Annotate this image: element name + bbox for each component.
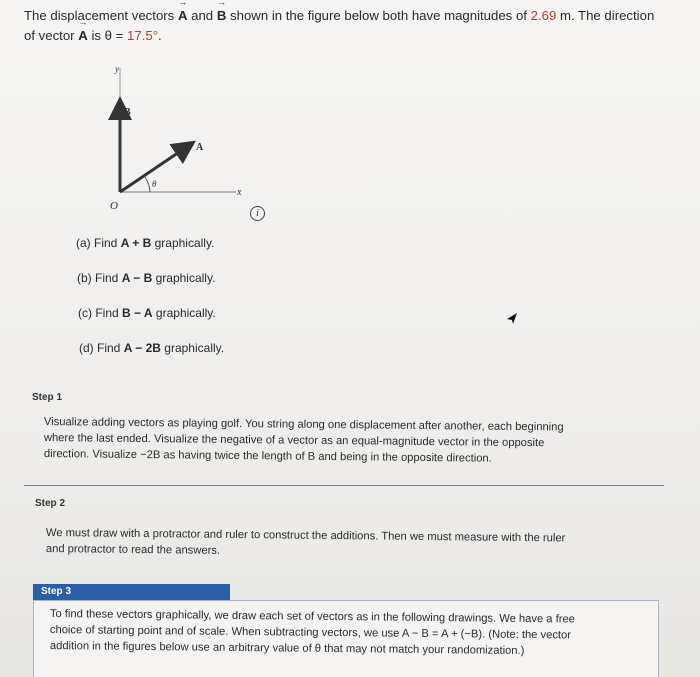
x-axis-label: x — [237, 187, 242, 198]
problem-line-1: The displacement vectors → A and → B shown in the figure below both have magnitudes of 2.69 m. The direction — [24, 6, 664, 26]
part-c: (c) Find B − A graphically. — [78, 306, 216, 320]
step2-line-2: and protractor to read the answers. — [45, 542, 221, 557]
problem-line-2: of vector → A is θ = 17.5°. — [24, 26, 664, 46]
step-divider — [24, 485, 664, 486]
step2-line-1: We must draw with a protractor and ruler to construct the additions. Then we must measure with the ruler — [45, 526, 566, 545]
step1-line-2: where the last ended. Visualize the negative of a vector as an equal-magnitude vector in the opposite — [43, 431, 545, 450]
step1-line-1: Visualize adding vectors as playing golf. You string along one displacement after another, each beginning — [43, 415, 564, 434]
part-a: (a) Find A + B graphically. — [76, 236, 215, 250]
info-icon[interactable]: i — [250, 206, 265, 221]
vector-b-label: B — [124, 107, 131, 118]
part-d: (d) Find A − 2B graphically. — [79, 341, 225, 355]
step3-line-3: addition in the figures below use an arbitrary value of θ that may not match your randomization.) — [49, 639, 525, 657]
problem-statement — [24, 6, 664, 46]
step1-label: Step 1 — [32, 392, 63, 403]
angle-value: 17.5° — [127, 28, 158, 43]
vector-b-symbol: → B — [217, 6, 227, 26]
magnitude-value: 2.69 — [530, 8, 557, 23]
mouse-cursor-icon — [506, 312, 518, 326]
vector-a-symbol: → A — [178, 6, 188, 26]
vector-a-symbol: → A — [78, 26, 88, 46]
step1-line-3: direction. Visualize −2B as having twice the length of B and being in the opposite direction. — [43, 447, 492, 465]
part-b: (b) Find A − B graphically. — [77, 271, 216, 285]
step2-label: Step 2 — [35, 498, 66, 509]
step3-line-1: To find these vectors graphically, we draw each set of vectors as in the following drawings. We have a free — [49, 607, 575, 626]
vector-diagram — [92, 60, 282, 220]
vector-a-label: A — [196, 142, 204, 153]
step3-line-2: choice of starting point and of scale. When subtracting vectors, we use A − B = A + (−B). (Note: the vector — [49, 623, 572, 642]
step3-header: Step 3 — [33, 584, 230, 600]
theta-arc — [145, 177, 150, 192]
theta-label: θ — [152, 179, 157, 189]
origin-label: O — [110, 200, 118, 212]
y-axis-label: y — [115, 64, 119, 74]
